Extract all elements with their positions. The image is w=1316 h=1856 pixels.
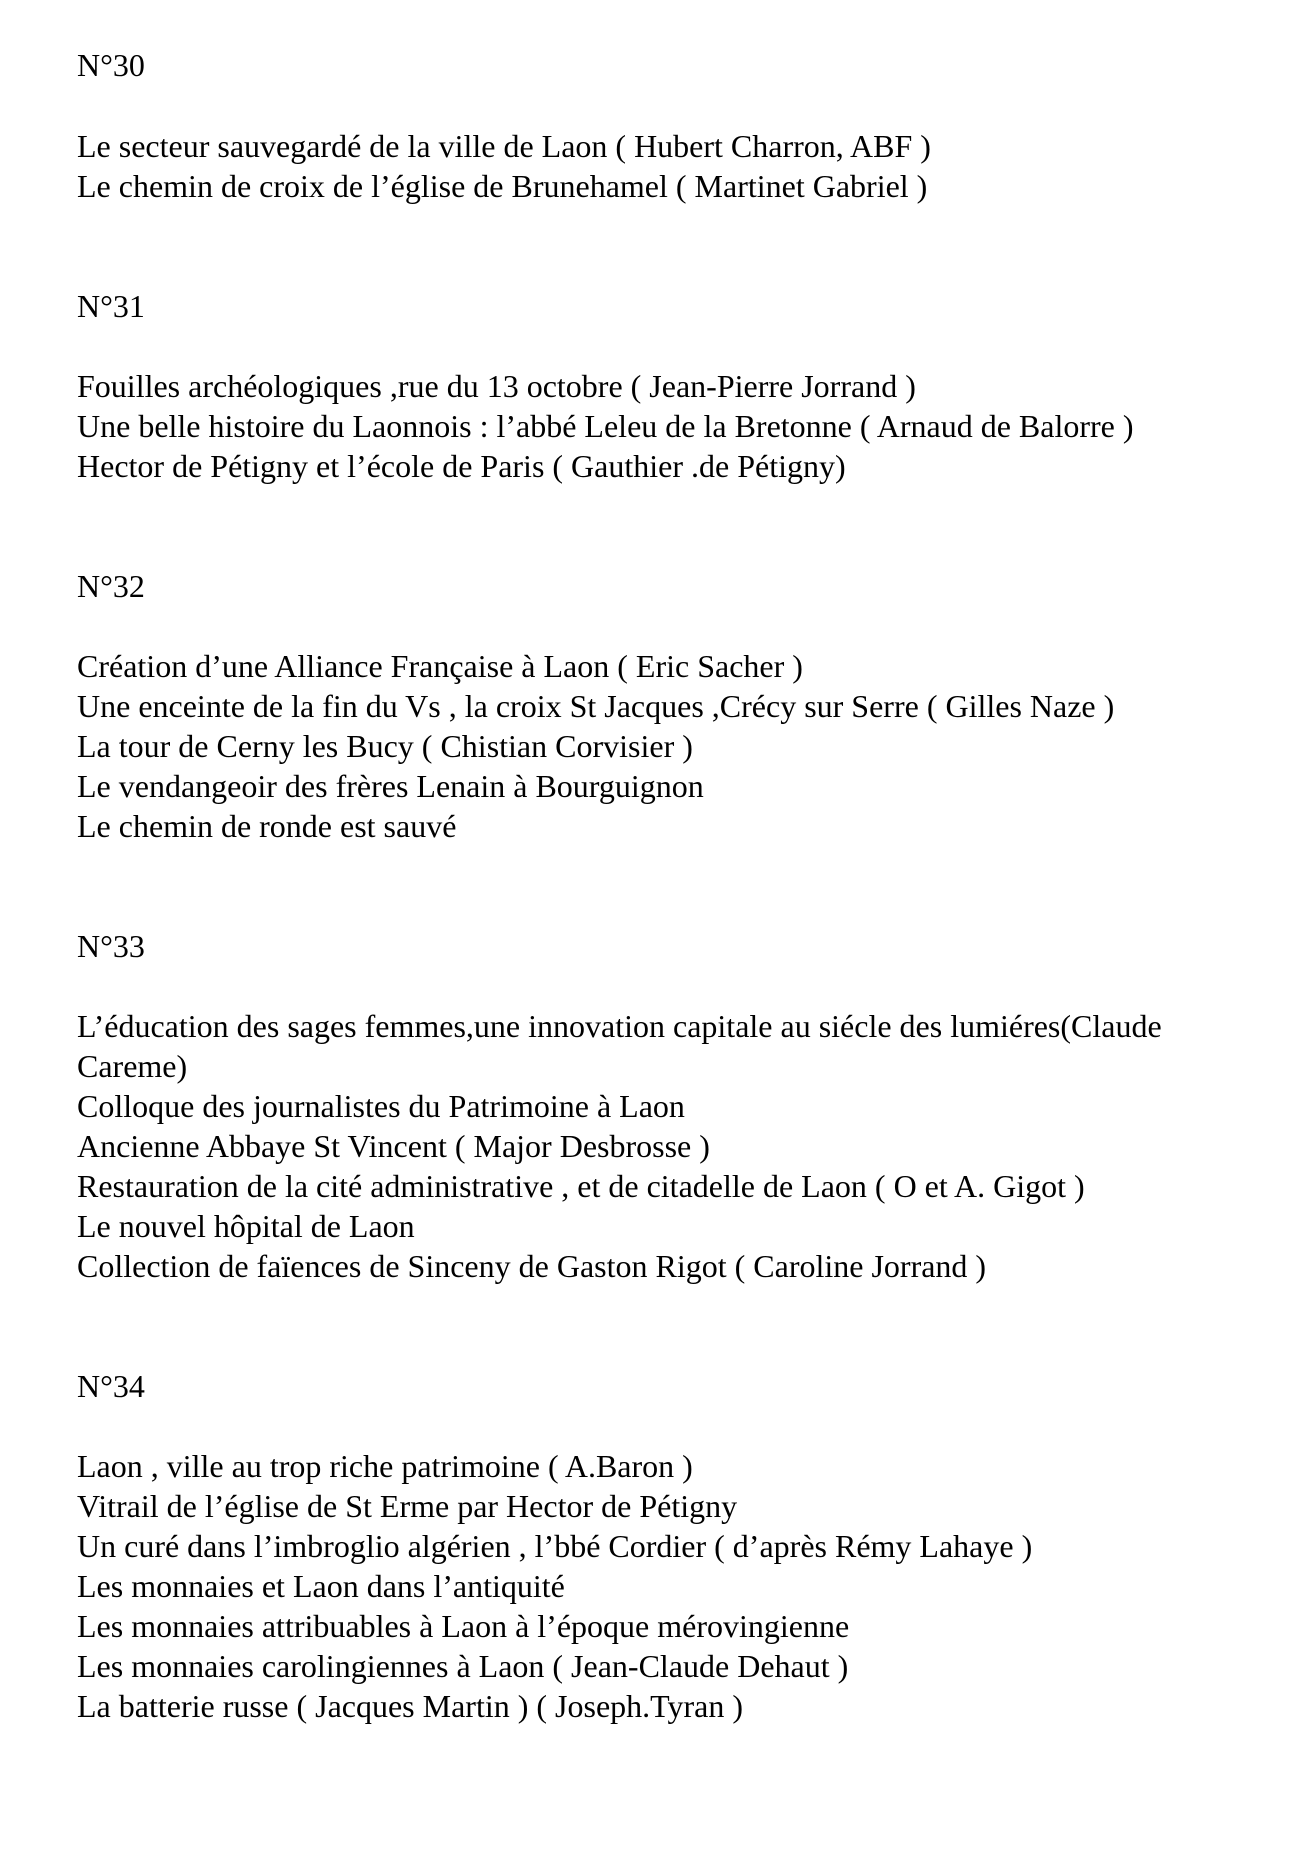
article-entry: La batterie russe ( Jacques Martin ) ( Joseph.Tyran )	[77, 1688, 743, 1724]
article-entry: Fouilles archéologiques ,rue du 13 octobre ( Jean-Pierre Jorrand )	[77, 368, 916, 404]
article-entry: Le secteur sauvegardé de la ville de Laon ( Hubert Charron, ABF )	[77, 128, 931, 164]
article-entry: La tour de Cerny les Bucy ( Chistian Corvisier )	[77, 728, 693, 764]
article-entry: Colloque des journalistes du Patrimoine à Laon	[77, 1088, 685, 1124]
article-entry: Hector de Pétigny et l’école de Paris ( Gauthier .de Pétigny)	[77, 448, 846, 484]
issue-number-32: N°32	[77, 568, 145, 604]
article-entry: Les monnaies carolingiennes à Laon ( Jean-Claude Dehaut )	[77, 1648, 849, 1684]
article-entry: Collection de faïences de Sinceny de Gaston Rigot ( Caroline Jorrand )	[77, 1248, 987, 1284]
article-entry: Le vendangeoir des frères Lenain à Bourguignon	[77, 768, 704, 804]
issue-number-31: N°31	[77, 288, 145, 324]
article-entry: Un curé dans l’imbroglio algérien , l’bbé Cordier ( d’après Rémy Lahaye )	[77, 1528, 1033, 1564]
article-entry: Les monnaies et Laon dans l’antiquité	[77, 1568, 565, 1604]
article-entry: Le chemin de croix de l’église de Brunehamel ( Martinet Gabriel )	[77, 168, 928, 204]
article-entry: Le nouvel hôpital de Laon	[77, 1208, 415, 1244]
article-entry: Vitrail de l’église de St Erme par Hector de Pétigny	[77, 1488, 738, 1524]
article-entry: Le chemin de ronde est sauvé	[77, 808, 457, 844]
article-entry: Une enceinte de la fin du Vs , la croix St Jacques ,Crécy sur Serre ( Gilles Naze )	[77, 688, 1115, 724]
article-entry: Careme)	[77, 1048, 188, 1084]
article-entry: Laon , ville au trop riche patrimoine ( A.Baron )	[77, 1448, 693, 1484]
article-entry: Une belle histoire du Laonnois : l’abbé Leleu de la Bretonne ( Arnaud de Balorre )	[77, 408, 1134, 444]
article-entry: Création d’une Alliance Française à Laon ( Eric Sacher )	[77, 648, 803, 684]
article-entry: L’éducation des sages femmes,une innovation capitale au siécle des lumiéres(Claude	[77, 1008, 1162, 1044]
issue-number-34: N°34	[77, 1368, 145, 1404]
issue-number-33: N°33	[77, 928, 145, 964]
issue-number-30: N°30	[77, 47, 145, 83]
article-entry: Ancienne Abbaye St Vincent ( Major Desbrosse )	[77, 1128, 710, 1164]
article-entry: Restauration de la cité administrative , et de citadelle de Laon ( O et A. Gigot )	[77, 1168, 1085, 1204]
article-entry: Les monnaies attribuables à Laon à l’époque mérovingienne	[77, 1608, 850, 1644]
